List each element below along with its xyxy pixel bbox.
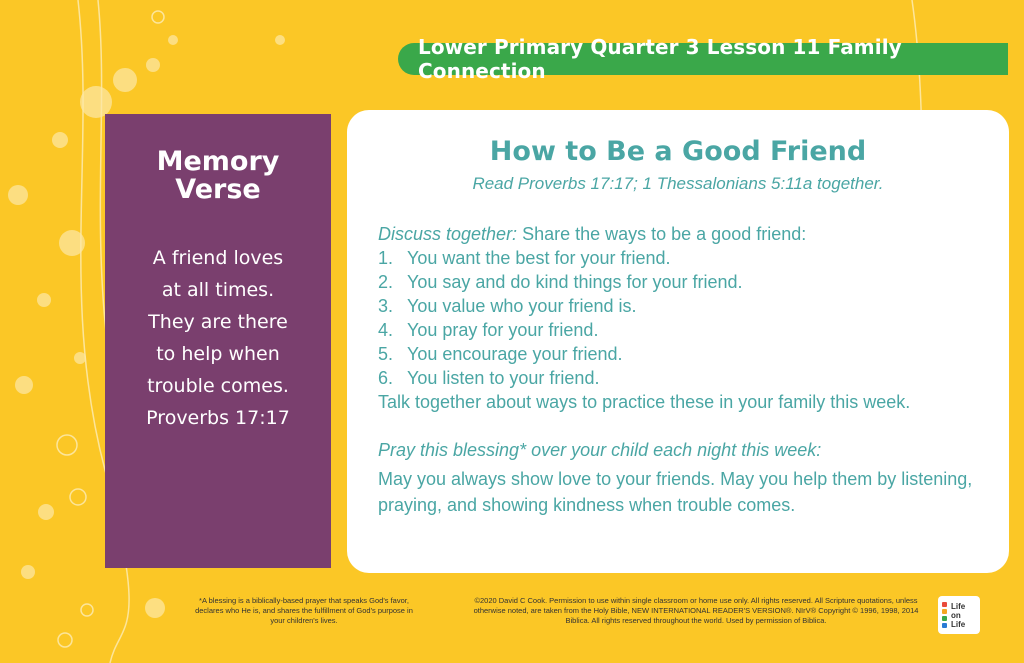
list-item-number: 6. bbox=[378, 368, 394, 388]
list-item bbox=[378, 342, 988, 366]
list-item-text: You listen to your friend. bbox=[407, 368, 600, 388]
list-item-number: 2. bbox=[378, 272, 394, 292]
list-item-text: You want the best for your friend. bbox=[407, 248, 671, 268]
lesson-content bbox=[378, 222, 988, 518]
copyright-notice: ©2020 David C Cook. Permission to use within single classroom or home use only. All rights reserved. All Scripture quotations, unless otherwise noted, are taken from the Holy Bible, NEW INTERNATIONAL READER'S VERSION®. NIrV® Copyright © 1996, 1998, 2014 Biblica. All rights reserved throughout the world. Used by permission of Biblica. bbox=[473, 596, 919, 625]
life-on-life-logo bbox=[938, 596, 980, 634]
list-item bbox=[378, 366, 988, 390]
list-item bbox=[378, 270, 988, 294]
blessing-footnote: *A blessing is a biblically-based prayer that speaks God's favor, declares who He is, and shares the fulfillment of God's purpose in your children's lives. bbox=[195, 596, 413, 625]
friend-ways-list bbox=[378, 246, 988, 390]
list-item-number: 3. bbox=[378, 296, 394, 316]
memory-verse-title: Memory Verse bbox=[156, 146, 280, 205]
discuss-label: Discuss together: bbox=[378, 224, 518, 244]
memory-verse-card bbox=[105, 114, 331, 568]
pray-label: Pray this blessing* over your child each night this week: bbox=[378, 440, 822, 460]
lesson-banner bbox=[398, 35, 1008, 83]
lesson-card bbox=[347, 110, 1009, 573]
talk-together-text: Talk together about ways to practice these in your family this week. bbox=[378, 392, 911, 412]
discuss-line bbox=[378, 222, 988, 246]
list-item bbox=[378, 246, 988, 270]
logo-text: Life on Life bbox=[951, 601, 966, 629]
logo-icon bbox=[942, 602, 947, 628]
list-item bbox=[378, 294, 988, 318]
list-item-number: 5. bbox=[378, 344, 394, 364]
list-item-number: 1. bbox=[378, 248, 394, 268]
blessing-text: May you always show love to your friends. May you help them by listening, praying, and showing kindness when trouble comes. bbox=[378, 469, 973, 515]
list-item-text: You say and do kind things for your friend. bbox=[407, 272, 743, 292]
list-item bbox=[378, 318, 988, 342]
list-item-text: You encourage your friend. bbox=[407, 344, 623, 364]
list-item-text: You pray for your friend. bbox=[407, 320, 599, 340]
list-item-text: You value who your friend is. bbox=[407, 296, 637, 316]
lesson-subtitle: Read Proverbs 17:17; 1 Thessalonians 5:11a together. bbox=[472, 174, 884, 193]
discuss-text: Share the ways to be a good friend: bbox=[517, 224, 807, 244]
lesson-title: How to Be a Good Friend bbox=[489, 136, 867, 167]
list-item-number: 4. bbox=[378, 320, 394, 340]
banner-text: Lower Primary Quarter 3 Lesson 11 Family Connection bbox=[418, 35, 902, 83]
memory-verse-text: A friend loves at all times. They are there to help when trouble comes. Proverbs 17:17 bbox=[146, 247, 290, 429]
